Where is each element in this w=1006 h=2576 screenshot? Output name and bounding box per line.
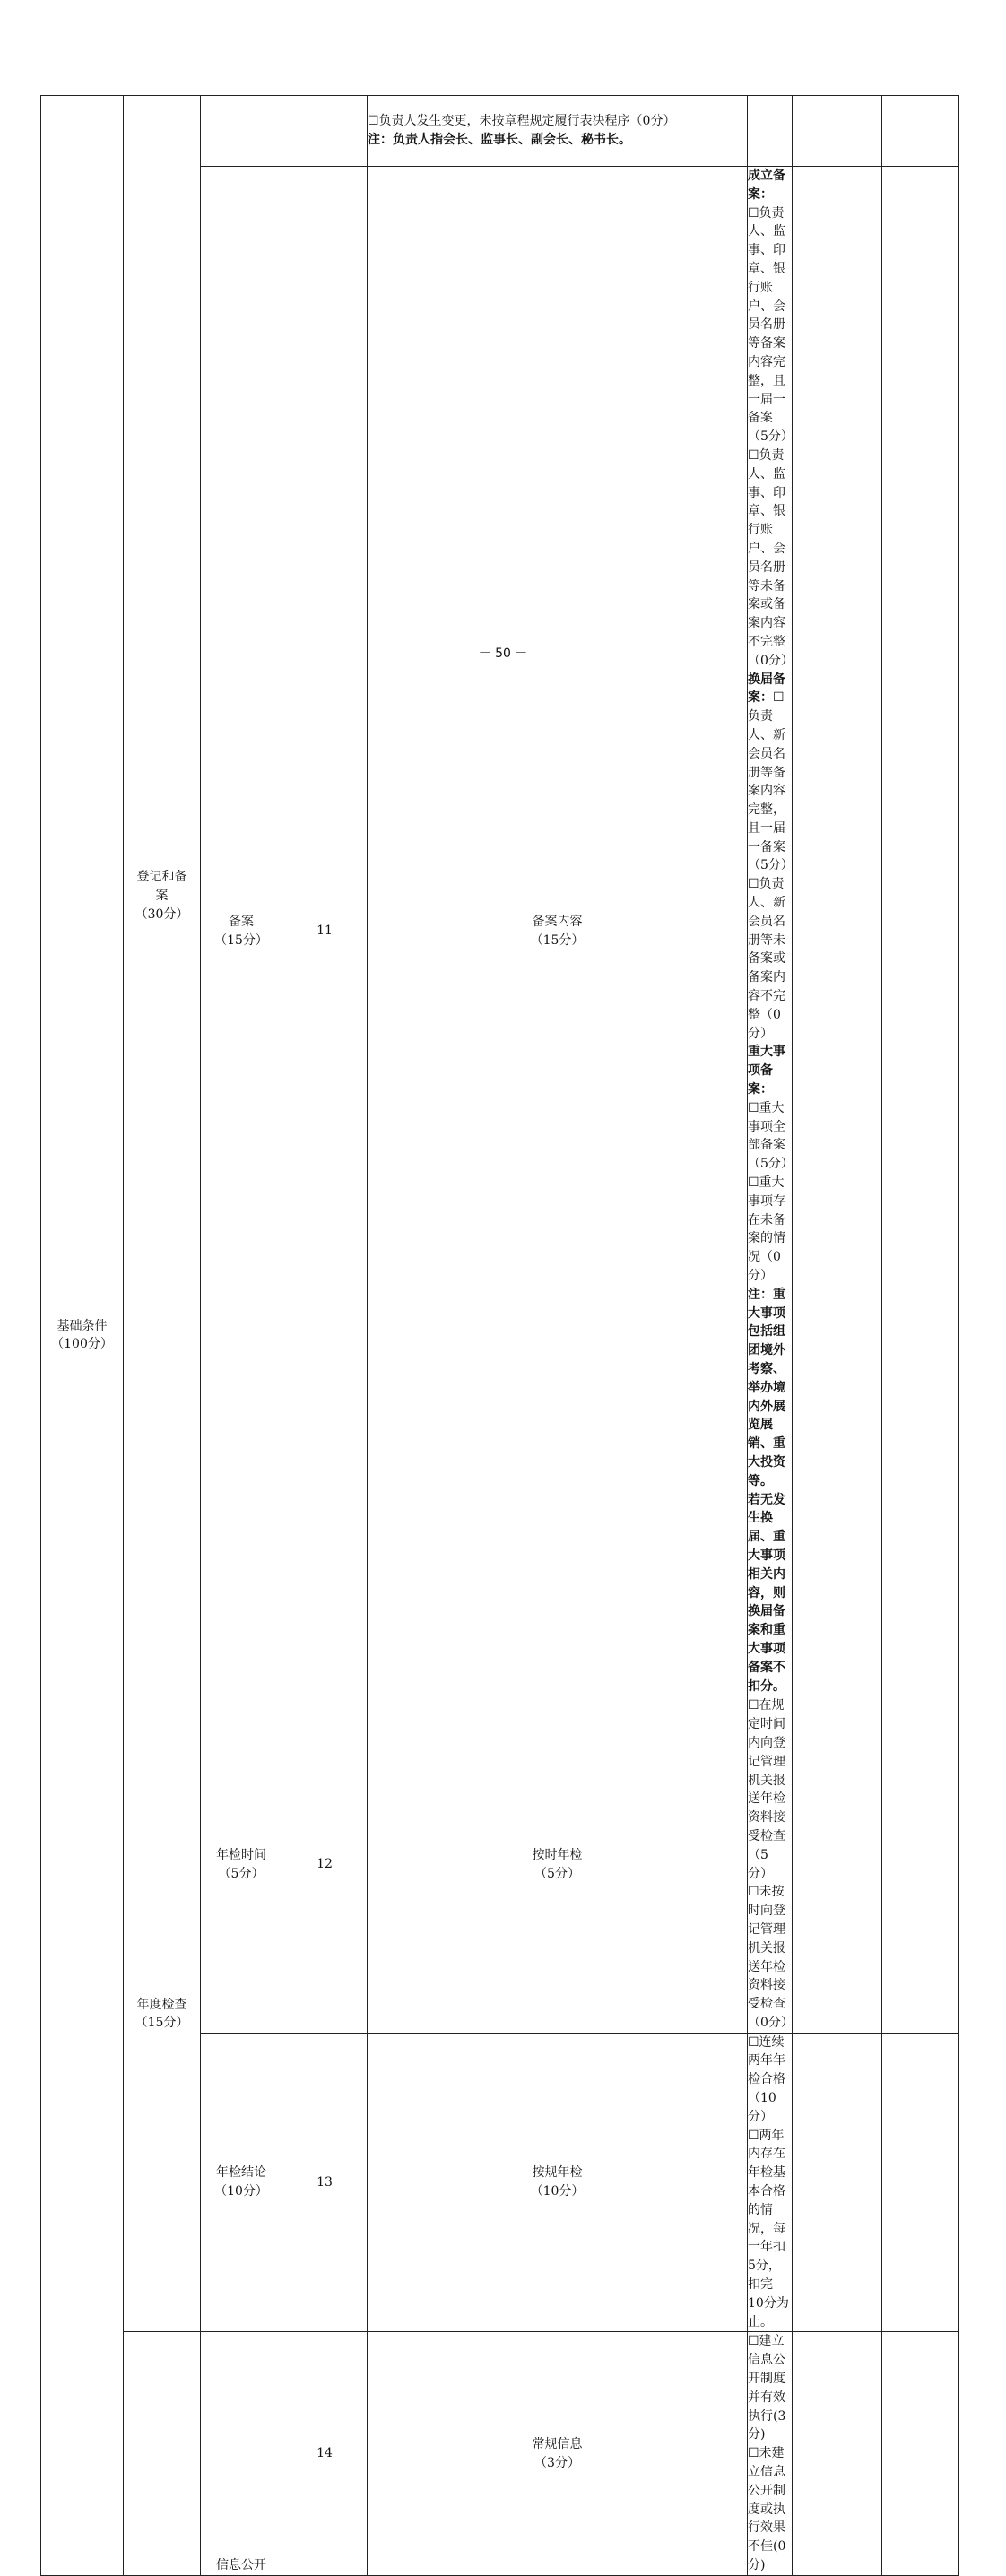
table-row xyxy=(41,2332,959,2575)
score-cell xyxy=(837,2033,882,2332)
table-row xyxy=(41,96,959,167)
score-cell xyxy=(837,167,882,1696)
score-cell xyxy=(837,1696,882,2033)
content-filing: 备案内容 （15分） xyxy=(368,167,748,1696)
score-cell xyxy=(793,2033,837,2332)
score-cell xyxy=(837,2332,882,2575)
item-number-14: 14 xyxy=(282,2332,368,2575)
score-cell xyxy=(793,1696,837,2033)
score-cell xyxy=(793,167,837,1696)
subcategory-annual-inspection: 年度检查 （15分） xyxy=(124,1696,201,2332)
criteria-cell-inspection-result: ☐连续两年年检合格（10分） ☐两年内存在年检基本合格的情况，每一年扣5分，扣完 10分为止。 xyxy=(748,2033,793,2332)
item-number-12: 12 xyxy=(282,1696,368,2033)
score-cell xyxy=(882,1696,959,2033)
score-cell xyxy=(793,96,837,167)
item-number-11: 11 xyxy=(282,167,368,1696)
subcategory-cell-empty xyxy=(124,2332,201,2575)
score-cell xyxy=(748,96,793,167)
subcategory-registration-filing: 登记和备 案 （30分） xyxy=(124,96,201,1696)
item-inspection-result: 年检结论 （10分） xyxy=(201,2033,282,2332)
criteria-cell-information-disclosure: ☐建立信息公开制度并有效执行(3分) ☐未建立信息公开制度或执行效果不佳(0分) xyxy=(748,2332,793,2575)
table-row xyxy=(41,1696,959,2033)
item-inspection-time: 年检时间 （5分） xyxy=(201,1696,282,2033)
score-cell xyxy=(882,2033,959,2332)
item-number-13: 13 xyxy=(282,2033,368,2332)
score-cell xyxy=(882,167,959,1696)
remark-cell xyxy=(882,96,959,167)
item-information-disclosure: 信息公开 xyxy=(201,2332,282,2575)
category-basic-conditions: 基础条件 （100分） xyxy=(41,96,124,2576)
score-cell xyxy=(793,2332,837,2575)
score-cell xyxy=(837,96,882,167)
criteria-cell-leader-change: ☐负责人发生变更，未按章程规定履行表决程序（0分） 注：负责人指会长、监事长、副会长、秘书长。 xyxy=(368,96,748,167)
evaluation-table xyxy=(40,95,959,2576)
item-cell-empty xyxy=(201,96,282,167)
content-regular-information: 常规信息 （3分） xyxy=(368,2332,748,2575)
page-number: － 50 － xyxy=(478,646,528,661)
score-cell xyxy=(882,2332,959,2575)
item-filing: 备案 （15分） xyxy=(201,167,282,1696)
content-on-time-inspection: 按时年检 （5分） xyxy=(368,1696,748,2033)
criteria-cell-inspection-time: ☐在规定时间内向登记管理机关报送年检资料接受检查（5 分） ☐未按时向登记管理机关报送年检资料接受检查（0分） xyxy=(748,1696,793,2033)
content-compliant-inspection: 按规年检 （10分） xyxy=(368,2033,748,2332)
criteria-cell-filing: 成立备案： ☐负责人、监事、印章、银行账户、会员名册等备案内容完 整，且一届一备案（5分） ☐负责人、监事、印章、银行账户、会员名册等未备案或备 案内容不完整（0分） 换届备案：☐负责人、新会员名册等备案内容完整，且一届 一备案（5分） ☐负责人、新会员名册等未备案或备案内容不完整（0分） 重大事项备案： ☐重大事项全部备案（5分） ☐重大事项存在未备案的情况（0分） 注：重大事项包括组团境外考察、举办境内外展览展销、重 大投资等。 若无发生换届、重大事项相关内容，则换届备案和重大事项 备案不扣分。 xyxy=(748,167,793,1696)
number-cell-empty xyxy=(282,96,368,167)
